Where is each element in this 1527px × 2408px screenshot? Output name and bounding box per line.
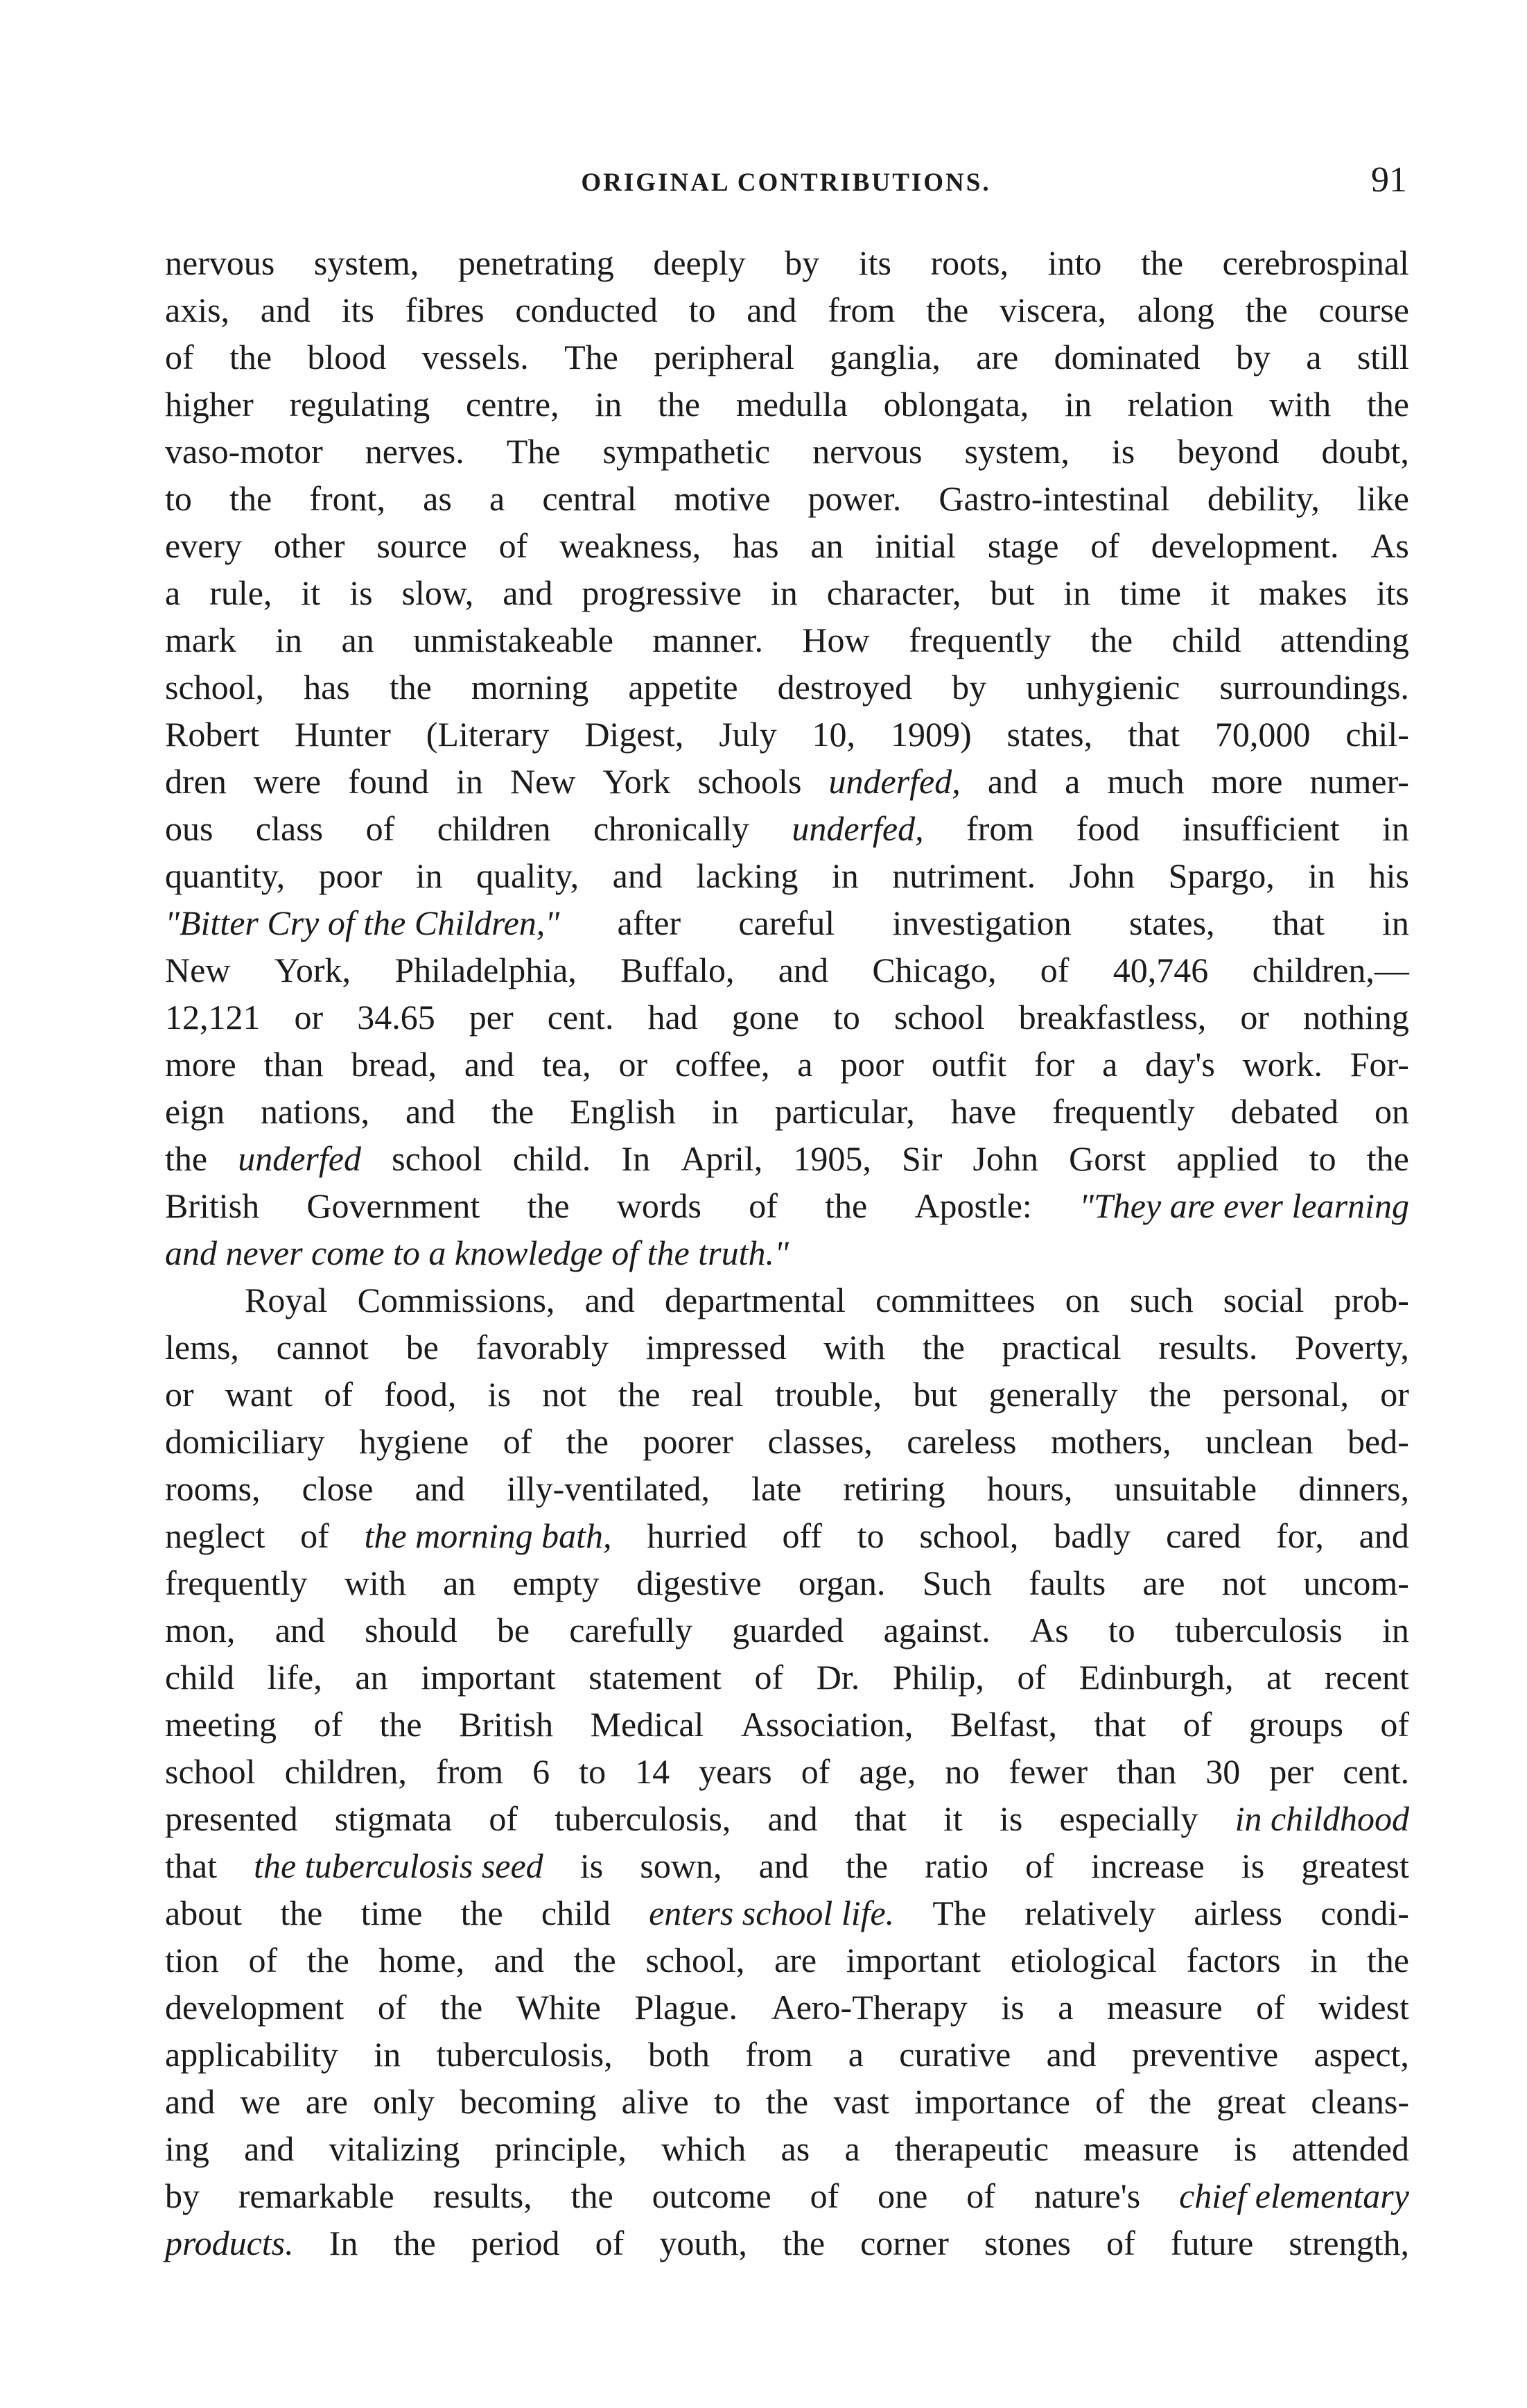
text-line: rooms, close and illy-ventilated, late retiring hours, unsuitable dinners, [165, 1469, 1409, 1508]
text-line: "Bitter Cry of the Children," after careful investigation states, that in [165, 903, 1409, 942]
text-line: higher regulating centre, in the medulla oblongata, in relation with the [165, 385, 1409, 424]
text-line: mon, and should be carefully guarded against. As to tuberculosis in [165, 1611, 1409, 1649]
text-line: Royal Commissions, and departmental committees on such social prob- [245, 1281, 1409, 1319]
text-line: or want of food, is not the real trouble, but generally the personal, or [165, 1375, 1409, 1414]
text-line: about the time the child enters school life. The relatively airless condi- [165, 1894, 1409, 1932]
text-line: 12,121 or 34.65 per cent. had gone to school breakfastless, or nothing [165, 998, 1409, 1037]
text-line: more than bread, and tea, or coffee, a poor outfit for a day's work. For- [165, 1045, 1409, 1084]
text-line: development of the White Plague. Aero-Therapy is a measure of widest [165, 1988, 1409, 2027]
text-line: quantity, poor in quality, and lacking in nutriment. John Spargo, in his [165, 856, 1409, 895]
text-line: lems, cannot be favorably impressed with the practical results. Poverty, [165, 1328, 1409, 1367]
text-line: nervous system, penetrating deeply by its roots, into the cerebrospinal [165, 243, 1409, 282]
text-line: presented stigmata of tuberculosis, and that it is especially in childhood [165, 1799, 1409, 1838]
text-line: ing and vitalizing principle, which as a therapeutic measure is attended [165, 2129, 1409, 2168]
page-number: 91 [1371, 160, 1407, 200]
text-line: school, has the morning appetite destroyed by unhygienic surroundings. [165, 668, 1409, 707]
text-line: dren were found in New York schools underfed, and a much more numer- [165, 762, 1409, 801]
text-line: a rule, it is slow, and progressive in character, but in time it makes its [165, 573, 1409, 612]
text-line: by remarkable results, the outcome of one of nature's chief elementary [165, 2176, 1409, 2215]
text-line: mark in an unmistakeable manner. How frequently the child attending [165, 621, 1409, 659]
text-line: frequently with an empty digestive organ. Such faults are not uncom- [165, 1564, 1409, 1602]
text-line: neglect of the morning bath, hurried off to school, badly cared for, and [165, 1516, 1409, 1555]
text-line: child life, an important statement of Dr. Philip, of Edinburgh, at recent [165, 1658, 1409, 1697]
text-line: the underfed school child. In April, 1905, Sir John Gorst applied to the [165, 1139, 1409, 1178]
text-line: to the front, as a central motive power. Gastro-intestinal debility, like [165, 479, 1409, 518]
running-head: ORIGINAL CONTRIBUTIONS. [581, 168, 991, 197]
text-line: British Government the words of the Apostle: "They are ever learning [165, 1186, 1409, 1225]
text-line: school children, from 6 to 14 years of age, no fewer than 30 per cent. [165, 1752, 1409, 1791]
text-line: tion of the home, and the school, are important etiological factors in the [165, 1941, 1409, 1980]
text-line: eign nations, and the English in particular, have frequently debated on [165, 1092, 1409, 1131]
text-line: and never come to a knowledge of the truth." [165, 1233, 789, 1272]
text-line: that the tuberculosis seed is sown, and the ratio of increase is greatest [165, 1846, 1409, 1885]
text-line: of the blood vessels. The peripheral ganglia, are dominated by a still [165, 338, 1409, 376]
text-line: axis, and its fibres conducted to and from the viscera, along the course [165, 291, 1409, 329]
text-line: ous class of children chronically underfed, from food insufficient in [165, 809, 1409, 848]
text-line: products. In the period of youth, the corner stones of future strength, [165, 2224, 1409, 2262]
text-line: meeting of the British Medical Association, Belfast, that of groups of [165, 1705, 1409, 1744]
text-line: every other source of weakness, has an initial stage of development. As [165, 526, 1409, 565]
text-line: domiciliary hygiene of the poorer classes, careless mothers, unclean bed- [165, 1422, 1409, 1461]
text-line: applicability in tuberculosis, both from a curative and preventive aspect, [165, 2035, 1409, 2074]
body-text [165, 239, 1409, 2267]
text-line: Robert Hunter (Literary Digest, July 10, 1909) states, that 70,000 chil- [165, 715, 1409, 754]
page-header [165, 159, 1407, 208]
text-line: New York, Philadelphia, Buffalo, and Chicago, of 40,746 children,— [165, 951, 1409, 989]
text-line: vaso-motor nerves. The sympathetic nervous system, is beyond doubt, [165, 432, 1409, 471]
text-line: and we are only becoming alive to the vast importance of the great cleans- [165, 2082, 1409, 2121]
